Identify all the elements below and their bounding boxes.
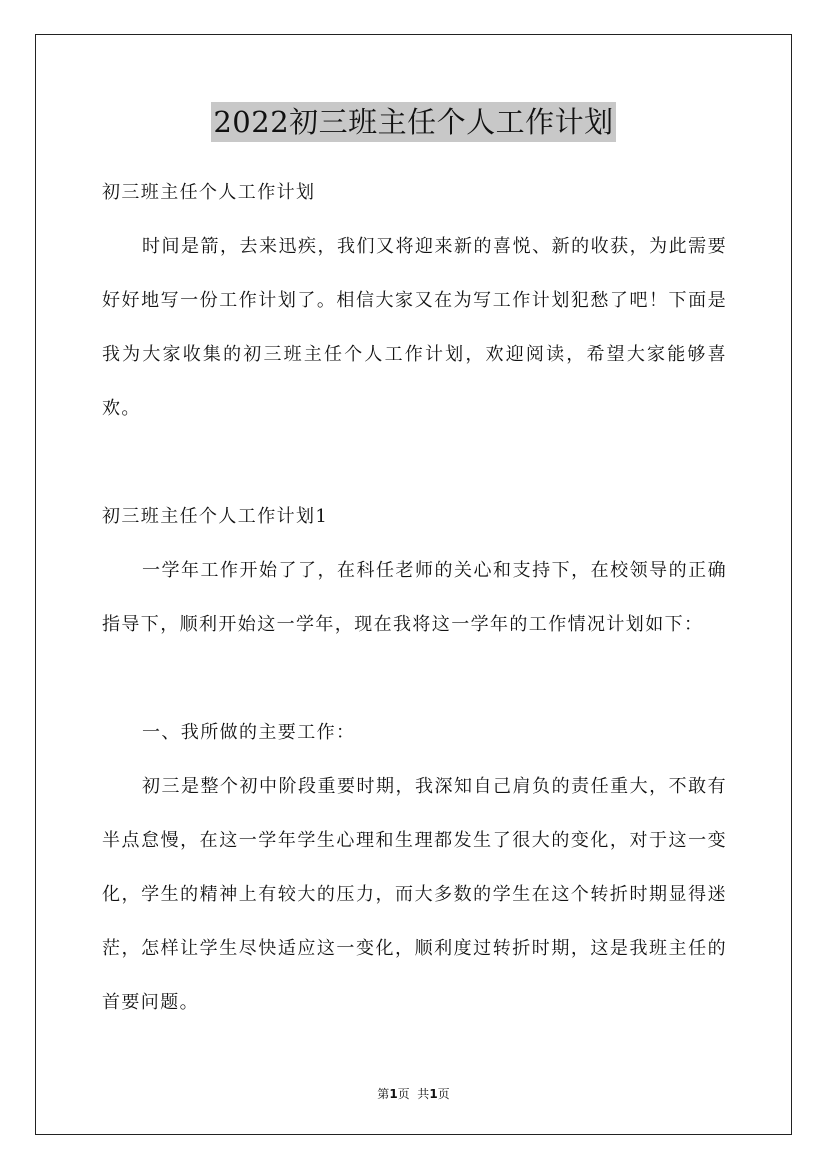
footer-mid: 页 共 <box>397 1087 430 1101</box>
intro-paragraph: 时间是箭，去来迅疾，我们又将迎来新的喜悦、新的收获，为此需要好好地写一份工作计划了。相信大家又在为写工作计划犯愁了吧！下面是我为大家收集的初三班主任个人工作计划，欢迎阅读，希望大家能够喜欢。 <box>102 236 727 419</box>
section-heading: 初三班主任个人工作计划1 <box>102 506 329 527</box>
title-container <box>0 102 827 142</box>
page-footer <box>0 1085 827 1102</box>
section-item-1: 一、我所做的主要工作： <box>142 722 356 743</box>
footer-page-current: 1 <box>389 1087 398 1101</box>
footer-page-total: 1 <box>429 1087 438 1101</box>
footer-suffix: 页 <box>437 1087 450 1101</box>
section-paragraph-2: 初三是整个初中阶段重要时期，我深知自己肩负的责任重大，不敢有半点怠慢，在这一学年学生心理和生理都发生了很大的变化，对于这一变化，学生的精神上有较大的压力，而大多数的学生在这个转折时期显得迷茫，怎样让学生尽快适应这一变化，顺利度过转折时期，这是我班主任的首要问题。 <box>102 776 727 1013</box>
section-paragraph-1: 一学年工作开始了了，在科任老师的关心和支持下，在校领导的正确指导下，顺利开始这一学年，现在我将这一学年的工作情况计划如下： <box>102 560 727 635</box>
document-subtitle: 初三班主任个人工作计划 <box>102 182 316 203</box>
document-title: 2022初三班主任个人工作计划 <box>211 102 615 142</box>
footer-prefix: 第 <box>377 1087 390 1101</box>
